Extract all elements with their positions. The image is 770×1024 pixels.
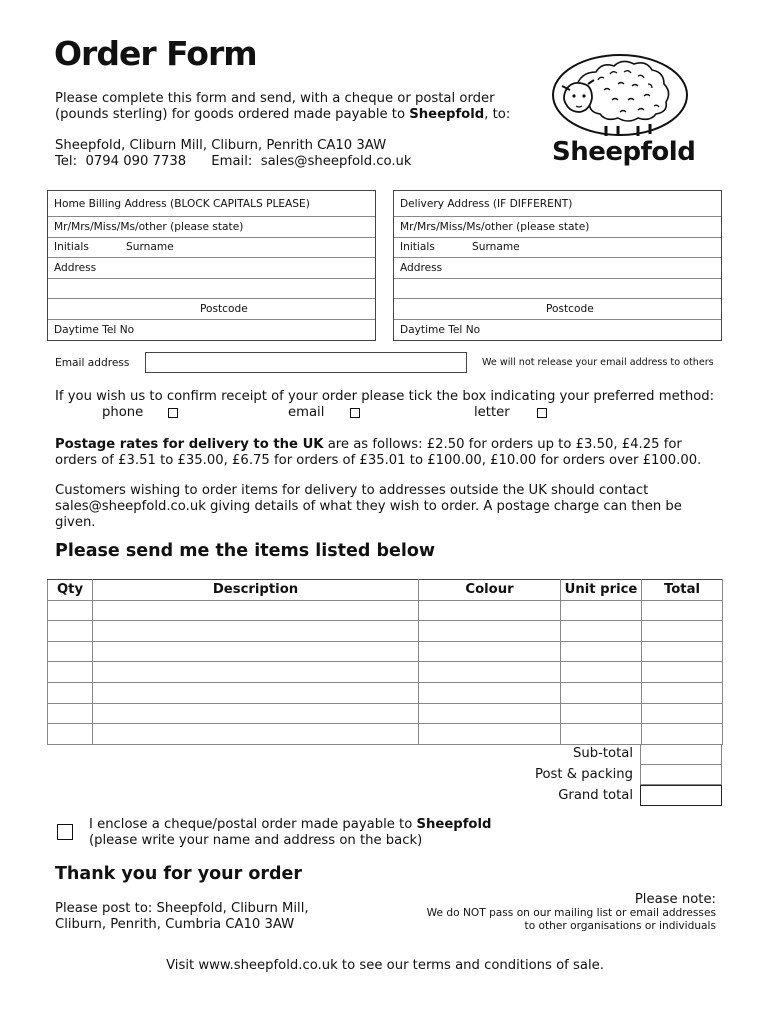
table-row — [48, 682, 723, 703]
delivery-postcode-field[interactable] — [394, 299, 721, 320]
confirm-phone-checkbox[interactable] — [168, 408, 178, 418]
mailing-note-line-2: to other organisations or individuals — [524, 920, 716, 932]
billing-address-box — [47, 190, 376, 341]
cell-total[interactable] — [642, 621, 723, 642]
thank-you-heading: Thank you for your order — [55, 864, 303, 884]
delivery-name-field[interactable] — [394, 238, 721, 259]
initials-label: Initials — [54, 241, 89, 254]
email-label: Email: — [211, 154, 253, 169]
confirm-phone-label: phone — [102, 405, 144, 420]
column-qty: Qty — [48, 580, 93, 601]
table-row — [48, 662, 723, 683]
tel-label: Tel: — [55, 154, 78, 169]
column-description: Description — [93, 580, 419, 601]
cell-total[interactable] — [642, 682, 723, 703]
table-row — [48, 703, 723, 724]
postage-rates-text — [55, 437, 715, 469]
subtotal-field[interactable] — [640, 744, 722, 765]
postage-rates-heading: Postage rates for delivery to the UK — [55, 437, 324, 452]
tel-number: 0794 090 7738 — [85, 154, 187, 169]
post-to-text — [55, 901, 309, 933]
postage-label: Post & packing — [535, 767, 633, 782]
cell-unit-price[interactable] — [561, 662, 642, 683]
postcode-label: Postcode — [200, 302, 248, 315]
cell-unit-price[interactable] — [561, 724, 642, 745]
confirm-email-label: email — [288, 405, 325, 420]
cell-colour[interactable] — [419, 621, 561, 642]
mailing-note-title: Please note: — [634, 892, 716, 907]
cell-qty[interactable] — [48, 621, 93, 642]
cell-colour[interactable] — [419, 600, 561, 621]
cell-description[interactable] — [93, 703, 419, 724]
cell-description[interactable] — [93, 724, 419, 745]
contact-line — [55, 154, 412, 170]
table-row — [48, 600, 723, 621]
overseas-text: Customers wishing to order items for delivery to addresses outside the UK should contact sales@sheepfold.co.uk giving details of what they wish to order. A postage charge can then be given. — [55, 483, 682, 530]
delivery-tel-field[interactable]: Daytime Tel No — [400, 323, 481, 336]
billing-name-field[interactable] — [48, 238, 375, 259]
page-title: Order Form — [54, 34, 257, 73]
company-email: sales@sheepfold.co.uk — [260, 154, 412, 169]
postcode-label: Postcode — [546, 302, 594, 315]
enclose-line-1-text: I enclose a cheque/postal order made payable to — [89, 817, 417, 832]
cell-qty[interactable] — [48, 703, 93, 724]
cell-unit-price[interactable] — [561, 682, 642, 703]
column-total: Total — [642, 580, 723, 601]
cell-total[interactable] — [642, 662, 723, 683]
table-header-row — [48, 580, 723, 601]
surname-label: Surname — [472, 241, 520, 254]
table-row — [48, 621, 723, 642]
grand-total-label: Grand total — [558, 788, 633, 803]
cell-qty[interactable] — [48, 600, 93, 621]
cell-unit-price[interactable] — [561, 621, 642, 642]
intro-text — [55, 91, 510, 123]
billing-tel-field[interactable]: Daytime Tel No — [54, 323, 135, 336]
enclose-line-1 — [89, 817, 491, 833]
cell-description[interactable] — [93, 682, 419, 703]
grand-total-field[interactable] — [640, 785, 722, 806]
cell-description[interactable] — [93, 641, 419, 662]
terms-link-text: Visit www.sheepfold.co.uk to see our terms and conditions of sale. — [166, 958, 604, 973]
billing-heading: Home Billing Address (BLOCK CAPITALS PLEASE) — [48, 191, 375, 217]
intro-line-2-text: (pounds sterling) for goods ordered made payable to — [55, 107, 410, 122]
post-to-line-2: Cliburn, Penrith, Cumbria CA10 3AW — [55, 917, 295, 932]
delivery-title-field[interactable]: Mr/Mrs/Miss/Ms/other (please state) — [394, 217, 721, 238]
column-colour: Colour — [419, 580, 561, 601]
logo-wordmark: Sheepfold — [552, 137, 696, 167]
intro-line-1: Please complete this form and send, with a cheque or postal order — [55, 91, 495, 106]
cell-unit-price[interactable] — [561, 600, 642, 621]
delivery-address-box — [393, 190, 722, 341]
subtotal-label: Sub-total — [572, 746, 633, 761]
email-privacy-note: We will not release your email address to others — [482, 357, 714, 368]
column-unit-price: Unit price — [561, 580, 642, 601]
cell-colour[interactable] — [419, 662, 561, 683]
delivery-heading: Delivery Address (IF DIFFERENT) — [394, 191, 721, 217]
contact-details — [55, 138, 412, 170]
cell-colour[interactable] — [419, 682, 561, 703]
billing-address-field[interactable]: Address — [48, 258, 375, 279]
cell-description[interactable] — [93, 621, 419, 642]
sheep-logo-icon — [548, 50, 692, 140]
postage-rates-body: are as follows: £2.50 for orders up to £3.50, £4.25 for orders of £3.51 to £35.00, £6.75 for orders of £35.01 to £100.00, £10.00 for orders over £100.00. — [55, 437, 702, 468]
mailing-note-line-1: We do NOT pass on our mailing list or email addresses — [426, 907, 716, 919]
cell-unit-price[interactable] — [561, 641, 642, 662]
billing-postcode-field[interactable] — [48, 299, 375, 320]
intro-line-2 — [55, 107, 510, 123]
cell-qty[interactable] — [48, 724, 93, 745]
enclose-text — [89, 817, 491, 849]
table-row — [48, 724, 723, 745]
items-table — [47, 579, 723, 745]
email-address-label: Email address — [55, 357, 130, 369]
initials-label: Initials — [400, 241, 435, 254]
cell-qty[interactable] — [48, 682, 93, 703]
confirm-letter-label: letter — [474, 405, 510, 420]
surname-label: Surname — [126, 241, 174, 254]
cell-total[interactable] — [642, 641, 723, 662]
delivery-address-field[interactable]: Address — [394, 258, 721, 279]
cell-qty[interactable] — [48, 662, 93, 683]
items-heading: Please send me the items listed below — [55, 541, 436, 561]
cell-unit-price[interactable] — [561, 703, 642, 724]
enclose-payee: Sheepfold — [416, 817, 492, 832]
cell-total[interactable] — [642, 600, 723, 621]
intro-line-2-end: , to: — [484, 107, 511, 122]
cell-total[interactable] — [642, 703, 723, 724]
confirm-email-checkbox[interactable] — [350, 408, 360, 418]
billing-address-line-2[interactable] — [48, 279, 375, 300]
billing-title-field[interactable]: Mr/Mrs/Miss/Ms/other (please state) — [48, 217, 375, 238]
enclose-line-2: (please write your name and address on the back) — [89, 833, 423, 848]
table-row — [48, 641, 723, 662]
delivery-address-line-2[interactable] — [394, 279, 721, 300]
cell-colour[interactable] — [419, 724, 561, 745]
cell-colour[interactable] — [419, 703, 561, 724]
enclose-checkbox[interactable] — [57, 824, 73, 840]
postage-field[interactable] — [640, 764, 722, 785]
cell-description[interactable] — [93, 662, 419, 683]
payee-name: Sheepfold — [409, 107, 485, 122]
cell-total[interactable] — [642, 724, 723, 745]
post-to-line-1: Please post to: Sheepfold, Cliburn Mill, — [55, 901, 309, 916]
confirm-letter-checkbox[interactable] — [537, 408, 547, 418]
confirm-instructions: If you wish us to confirm receipt of your order please tick the box indicating your preferred method: — [55, 389, 715, 404]
cell-colour[interactable] — [419, 641, 561, 662]
company-address: Sheepfold, Cliburn Mill, Cliburn, Penrith CA10 3AW — [55, 138, 387, 153]
email-address-input[interactable] — [145, 352, 467, 373]
cell-description[interactable] — [93, 600, 419, 621]
cell-qty[interactable] — [48, 641, 93, 662]
mailing-note — [400, 892, 716, 933]
